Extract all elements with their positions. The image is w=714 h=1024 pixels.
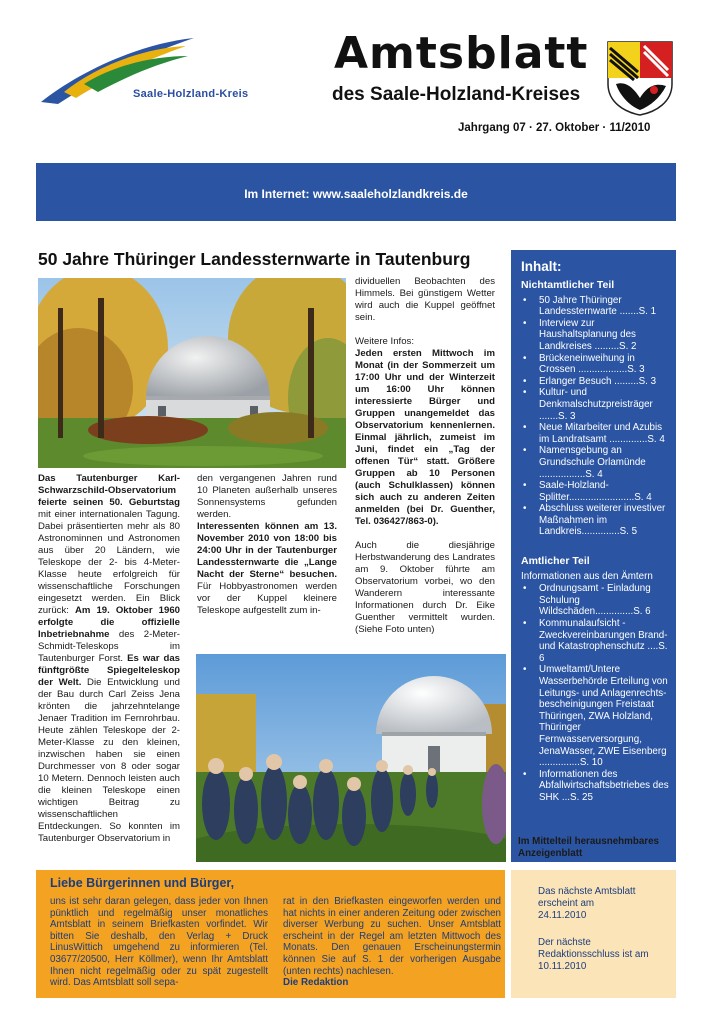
- hiking-group-photo: [196, 654, 506, 862]
- article-column-3: [355, 276, 495, 636]
- masthead-title: Amtsblatt: [334, 28, 589, 79]
- toc-section-official: Amtlicher Teil: [521, 555, 590, 567]
- toc-item[interactable]: • Namensgebung an Grundschule Orlamünde .................S. 4: [521, 445, 671, 480]
- toc-item[interactable]: • Neue Mitarbeiter und Azubis im Landratsamt ..............S. 4: [521, 422, 671, 445]
- toc-item[interactable]: • Brückeneinweihung in Crossen ..................S. 3: [521, 353, 671, 376]
- article-column-2-text: [197, 473, 337, 617]
- article-title: 50 Jahre Thüringer Landessternwarte in Tautenburg: [38, 249, 471, 269]
- article-column-3-p3: Auch die diesjährige Herbstwanderung des Landrates am 9. Oktober führte am Observatorium vorbei, wo den Wanderern interessante Informationen durch Dr. Eike Guenther vermittelt wurden. (Siehe Foto unten): [355, 540, 495, 635]
- county-coat-of-arms-icon: [606, 40, 674, 116]
- observatory-photo: [38, 278, 346, 468]
- toc-item[interactable]: • Saale-Holzland-Splitter........................S. 4: [521, 480, 671, 503]
- next-issue-label: Das nächste Amtsblatt erscheint am: [538, 886, 636, 909]
- internet-url[interactable]: Im Internet: www.saaleholzlandkreis.de: [244, 187, 468, 201]
- next-issue-info: [538, 886, 668, 922]
- article-column-2-run: Interessenten können am 13. November 2010 von 18:00 bis 24:00 Uhr in der Tautenburger Landessternwarte die „Lange Nacht der Sterne“ besuchen.: [197, 521, 337, 580]
- toc-item[interactable]: • Informationen des Abfallwirtschaftsbetriebes des SHK ...S. 25: [521, 769, 671, 804]
- next-issue-box: [511, 870, 676, 998]
- article-column-1-run: Das Tautenburger Karl-Schwarzschild-Observatorium feierte seinen 50. Geburtstag: [38, 473, 180, 508]
- article-column-1-run: Am 19. Oktober 1960 erfolgte die offizielle Inbetriebnahme: [38, 605, 180, 640]
- toc-item[interactable]: • Ordnungsamt - Einladung Schulung Wildschäden..............S. 6: [521, 583, 671, 618]
- article-column-1-run: mit einer internationalen Tagung. Dabei präsentierten mehr als 80 Astronominnen und Astronomen aus über 20 Ländern, wie Teleskope der 2- bis 4-Meter-Klasse heute erfolgreich für wissenschaftliche Forschungen eingesetzt werden. Ein Blick zurück:: [38, 509, 180, 616]
- toc-item[interactable]: • Interview zur Haushaltsplanung des Landkreises .........S. 2: [521, 318, 671, 353]
- article-column-2: [197, 473, 337, 617]
- advertisement-note: Im Mittelteil herausnehmbares Anzeigenblatt: [518, 836, 660, 859]
- article-column-3-p1: dividuellen Beobachten des Himmels. Bei günstigem Wetter wird auch die Kuppel geöffnet sein.: [355, 276, 495, 323]
- article-column-2-run: Für Hobbyastronomen werden vor der Kuppel kleinere Teleskope aufgestellt zum in-: [197, 581, 337, 616]
- further-info-label: Weitere Infos:: [355, 336, 415, 347]
- toc-official-section: [521, 556, 671, 803]
- toc-nonofficial-section: [521, 280, 671, 538]
- toc-item[interactable]: • Kultur- und Denkmalschutzpreisträger .......S. 3: [521, 387, 671, 422]
- deadline-info: [538, 937, 668, 973]
- article-column-1-text: [38, 473, 180, 845]
- reader-notice-title: Liebe Bürgerinnen und Bürger,: [50, 876, 235, 890]
- reader-notice-column-2-text: rat in den Briefkasten eingeworfen werden und hat nichts in einer anderen Zeitung oder zwischen diverser Werbung zu suchen. Unser Amtsblatt erscheint in der Regel am letzten Mittwoch des Monats. Den genauen Erscheinungstermin können Sie auf S. 1 der vorherigen Ausgabe (unten rechts) nachlesen.: [283, 896, 501, 977]
- toc-item[interactable]: • Kommunalaufsicht - Zweckvereinbarungen Brand- und Katastrophenschutz ....S. 6: [521, 618, 671, 664]
- toc-section-nonofficial: Nichtamtlicher Teil: [521, 279, 615, 291]
- article-column-1: [38, 473, 180, 845]
- toc-list-official: [521, 583, 671, 803]
- article-column-2-run: den vergangenen Jahren rund 10 Planeten außerhalb unseres Sonnensystems gefunden werden.: [197, 473, 337, 520]
- next-issue-date: 24.11.2010: [538, 910, 587, 921]
- article-column-1-run: Die Entwicklung und der Bau durch Carl Zeiss Jena krönten die jahrzehntelange Jenaer Tradition im Fernrohrbau. Heute zählen Teleskope der 2-Meter-Klasse zu den kleinen, inzwischen haben sie einen Durchmesser von 8 oder sogar 10 Metern. Dennoch leisten auch die kleinen Teleskope einen wichtigen Beitrag zu wissenschaftlichen Entdeckungen. So konnten im Tautenburger Observatorium in: [38, 677, 180, 844]
- logo-text: Saale-Holzland-Kreis: [133, 88, 249, 100]
- toc-item[interactable]: • Erlanger Besuch .........S. 3: [521, 376, 671, 388]
- article-column-3-p2: [355, 336, 495, 528]
- toc-item[interactable]: • Umweltamt/Untere Wasserbehörde Erteilung von Leitungs- und Anlagenrechts-bescheinigungen Freistaat Thüringen, ZWA Holzland, Thüringer Fernwasserversorgung, JenaWasser, ZWE Eisenberg ...............S. 10: [521, 664, 671, 768]
- deadline-date: 10.11.2010: [538, 961, 587, 972]
- toc-subsection-offices: Informationen aus den Ämtern: [521, 570, 653, 582]
- table-of-contents: [511, 250, 676, 862]
- reader-notice-box: [36, 870, 505, 998]
- issue-line: Jahrgang 07 · 27. Oktober · 11/2010: [458, 122, 651, 134]
- article-column-1-run: des 2-Meter-Schmidt-Teleskops im Tautenburger Forst.: [38, 629, 180, 664]
- toc-title: Inhalt:: [521, 259, 562, 274]
- masthead-subtitle: des Saale-Holzland-Kreises: [332, 84, 581, 105]
- toc-item[interactable]: • Abschluss weiterer investiver Maßnahmen im Landkreis..............S. 5: [521, 503, 671, 538]
- reader-notice-column-1: uns ist sehr daran gelegen, dass jeder von Ihnen pünktlich und regelmäßig unser monatliches Amtsblatt in seinem Briefkasten vorfindet. Wir bitten Sie deshalb, den Verlag + Druck LinusWittich umgehend zu informieren (Tel. 03677/20500, Herr Köllmer), wenn Ihr Amtsblatt Ihnen nicht regelmäßig oder zu spät zugestellt wird. Das Amtsblatt soll sepa-: [50, 896, 268, 989]
- editorial-signature: Die Redaktion: [283, 977, 349, 989]
- toc-list-nonofficial: [521, 295, 671, 538]
- article-column-1-run: Es war das fünftgrößte Spiegelteleskop der Welt.: [38, 653, 180, 688]
- reader-notice-column-2: [283, 896, 501, 989]
- toc-item[interactable]: • 50 Jahre Thüringer Landessternwarte .......S. 1: [521, 295, 671, 318]
- deadline-label: Der nächste Redaktionsschluss ist am: [538, 937, 649, 960]
- further-info-text: Jeden ersten Mittwoch im Monat (in der Sommerzeit um 17:00 Uhr und der Winterzeit um 16:00 Uhr können interessierte Bürger und Gruppen unangemeldet das Observatorium kennenlernen. Einmal jährlich, zumeist im Juni, findet ein „Tag der offenen Tür“ statt. Größere Gruppen ab 10 Personen (auch Schulklassen) können sich auch zu anderen Zeiten anmelden (bei Dr. Guenther, Tel. 036427/863-0).: [355, 348, 495, 527]
- internet-banner: [36, 163, 676, 221]
